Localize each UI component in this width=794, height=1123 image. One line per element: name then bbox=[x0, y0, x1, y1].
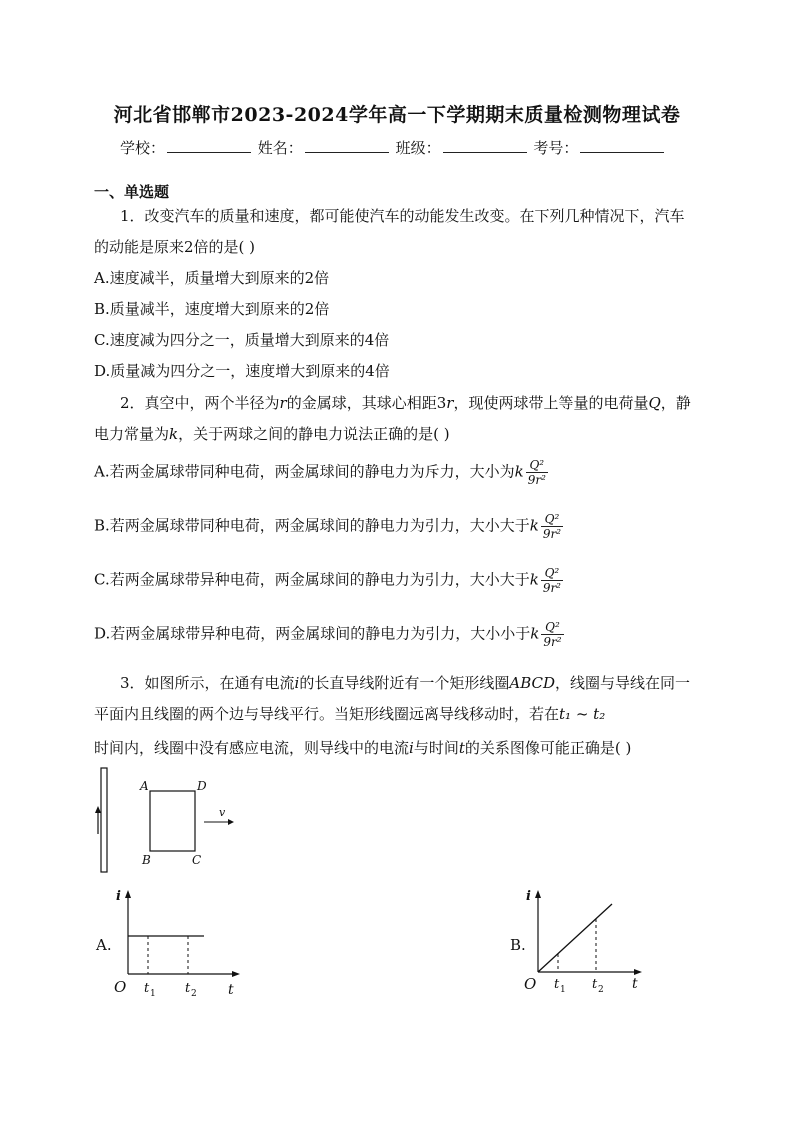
school-label: 学校： bbox=[120, 139, 166, 157]
class-blank[interactable] bbox=[443, 140, 527, 153]
q2-stem-line2: 电力常量为k，关于两球之间的静电力说法正确的是( ) bbox=[94, 425, 450, 443]
current-arrow-icon bbox=[95, 806, 101, 813]
graph-a-t-label: t bbox=[228, 982, 234, 998]
q1-option-d[interactable]: D.质量减为四分之一，速度增大到原来的4倍 bbox=[94, 362, 390, 380]
graph-a-i-label: i bbox=[116, 889, 121, 904]
q3-option-a-label[interactable]: A. bbox=[96, 936, 112, 954]
q1-option-c[interactable]: C.速度减为四分之一，质量增大到原来的4倍 bbox=[94, 331, 390, 349]
page-title: 河北省邯郸市2023-2024学年高一下学期期末质量检测物理试卷 bbox=[113, 104, 681, 126]
section-heading: 一、单选题 bbox=[94, 183, 170, 201]
q1-option-a[interactable]: A.速度减半，质量增大到原来的2倍 bbox=[94, 269, 330, 287]
q3-stem-line1: 3．如图所示，在通有电流i的长直导线附近有一个矩形线圈ABCD，线圈与导线在同一 bbox=[120, 674, 691, 692]
q2-stem-line1: 2．真空中，两个半径为r的金属球，其球心相距3r，现使两球带上等量的电荷量Q，静 bbox=[120, 394, 691, 412]
coil-label-a: A bbox=[140, 779, 149, 793]
q3-stem-line3: 时间内，线圈中没有感应电流，则导线中的电流i与时间t的关系图像可能正确是( ) bbox=[94, 739, 632, 757]
graph-a-x-arrow-icon bbox=[232, 971, 240, 977]
graph-a-t1-label: t bbox=[144, 981, 150, 996]
long-wire bbox=[101, 768, 107, 872]
name-label: 姓名： bbox=[257, 139, 303, 157]
graph-b-origin-label: O bbox=[524, 975, 537, 993]
velocity-arrow-icon bbox=[228, 819, 234, 825]
q2-option-c[interactable]: C.若两金属球带异种电荷，两金属球间的静电力为引力，大小大于k $\frac{\text{Q²}}{\text{9r²}}$ bbox=[94, 566, 561, 595]
student-info-row bbox=[120, 137, 666, 158]
graph-a-t1-sub: 1 bbox=[150, 989, 156, 999]
graph-b-t1-label: t bbox=[554, 977, 560, 992]
graph-b-t1-sub: 1 bbox=[560, 985, 566, 995]
graph-b-t2-sub: 2 bbox=[598, 985, 604, 995]
graph-a-t2-sub: 2 bbox=[191, 989, 197, 999]
coil-label-c: C bbox=[192, 853, 202, 867]
q2-option-d[interactable]: D.若两金属球带异种电荷，两金属球间的静电力为引力，大小小于k $\frac{\text{Q²}}{\text{9r²}}$ bbox=[94, 620, 562, 649]
graph-a bbox=[108, 884, 248, 1004]
class-label: 班级： bbox=[395, 139, 441, 157]
q2-option-b[interactable]: B.若两金属球带同种电荷，两金属球间的静电力为引力，大小大于k $\frac{\text{Q²}}{\text{9r²}}$ bbox=[94, 512, 562, 541]
q3-stem-line2: 平面内且线圈的两个边与导线平行。当矩形线圈远离导线移动时，若在t₁ ~ t₂ bbox=[94, 705, 606, 723]
rect-coil bbox=[150, 791, 195, 851]
number-blank[interactable] bbox=[580, 140, 664, 153]
number-label: 考号： bbox=[533, 139, 579, 157]
school-blank[interactable] bbox=[167, 140, 251, 153]
q3-option-b-label[interactable]: B. bbox=[510, 936, 526, 954]
graph-b-x-arrow-icon bbox=[634, 969, 642, 975]
q1-stem-line1: 1．改变汽车的质量和速度，都可能使汽车的动能发生改变。在下列几种情况下，汽车 bbox=[120, 207, 685, 225]
q2-option-a[interactable]: A.若两金属球带同种电荷，两金属球间的静电力为斥力，大小为k $\frac{\text{Q²}}{\text{9r²}}$ bbox=[94, 458, 546, 487]
q1-option-b[interactable]: B.质量减半，速度增大到原来的2倍 bbox=[94, 300, 330, 318]
graph-b bbox=[520, 884, 660, 1004]
coil-label-d: D bbox=[197, 779, 207, 793]
coil-label-b: B bbox=[142, 853, 151, 867]
graph-b-y-arrow-icon bbox=[535, 890, 541, 898]
graph-b-i-label: i bbox=[526, 889, 531, 904]
graph-a-origin-label: O bbox=[114, 978, 127, 996]
wire-coil-figure bbox=[94, 766, 254, 876]
graph-b-t-label: t bbox=[632, 976, 638, 992]
q1-stem-line2: 的动能是原来2倍的是( ) bbox=[94, 238, 256, 256]
graph-a-t2-label: t bbox=[185, 981, 191, 996]
velocity-label: v bbox=[219, 806, 226, 819]
graph-b-current-line bbox=[538, 904, 612, 972]
name-blank[interactable] bbox=[305, 140, 389, 153]
graph-a-y-arrow-icon bbox=[125, 890, 131, 898]
graph-b-t2-label: t bbox=[592, 977, 598, 992]
